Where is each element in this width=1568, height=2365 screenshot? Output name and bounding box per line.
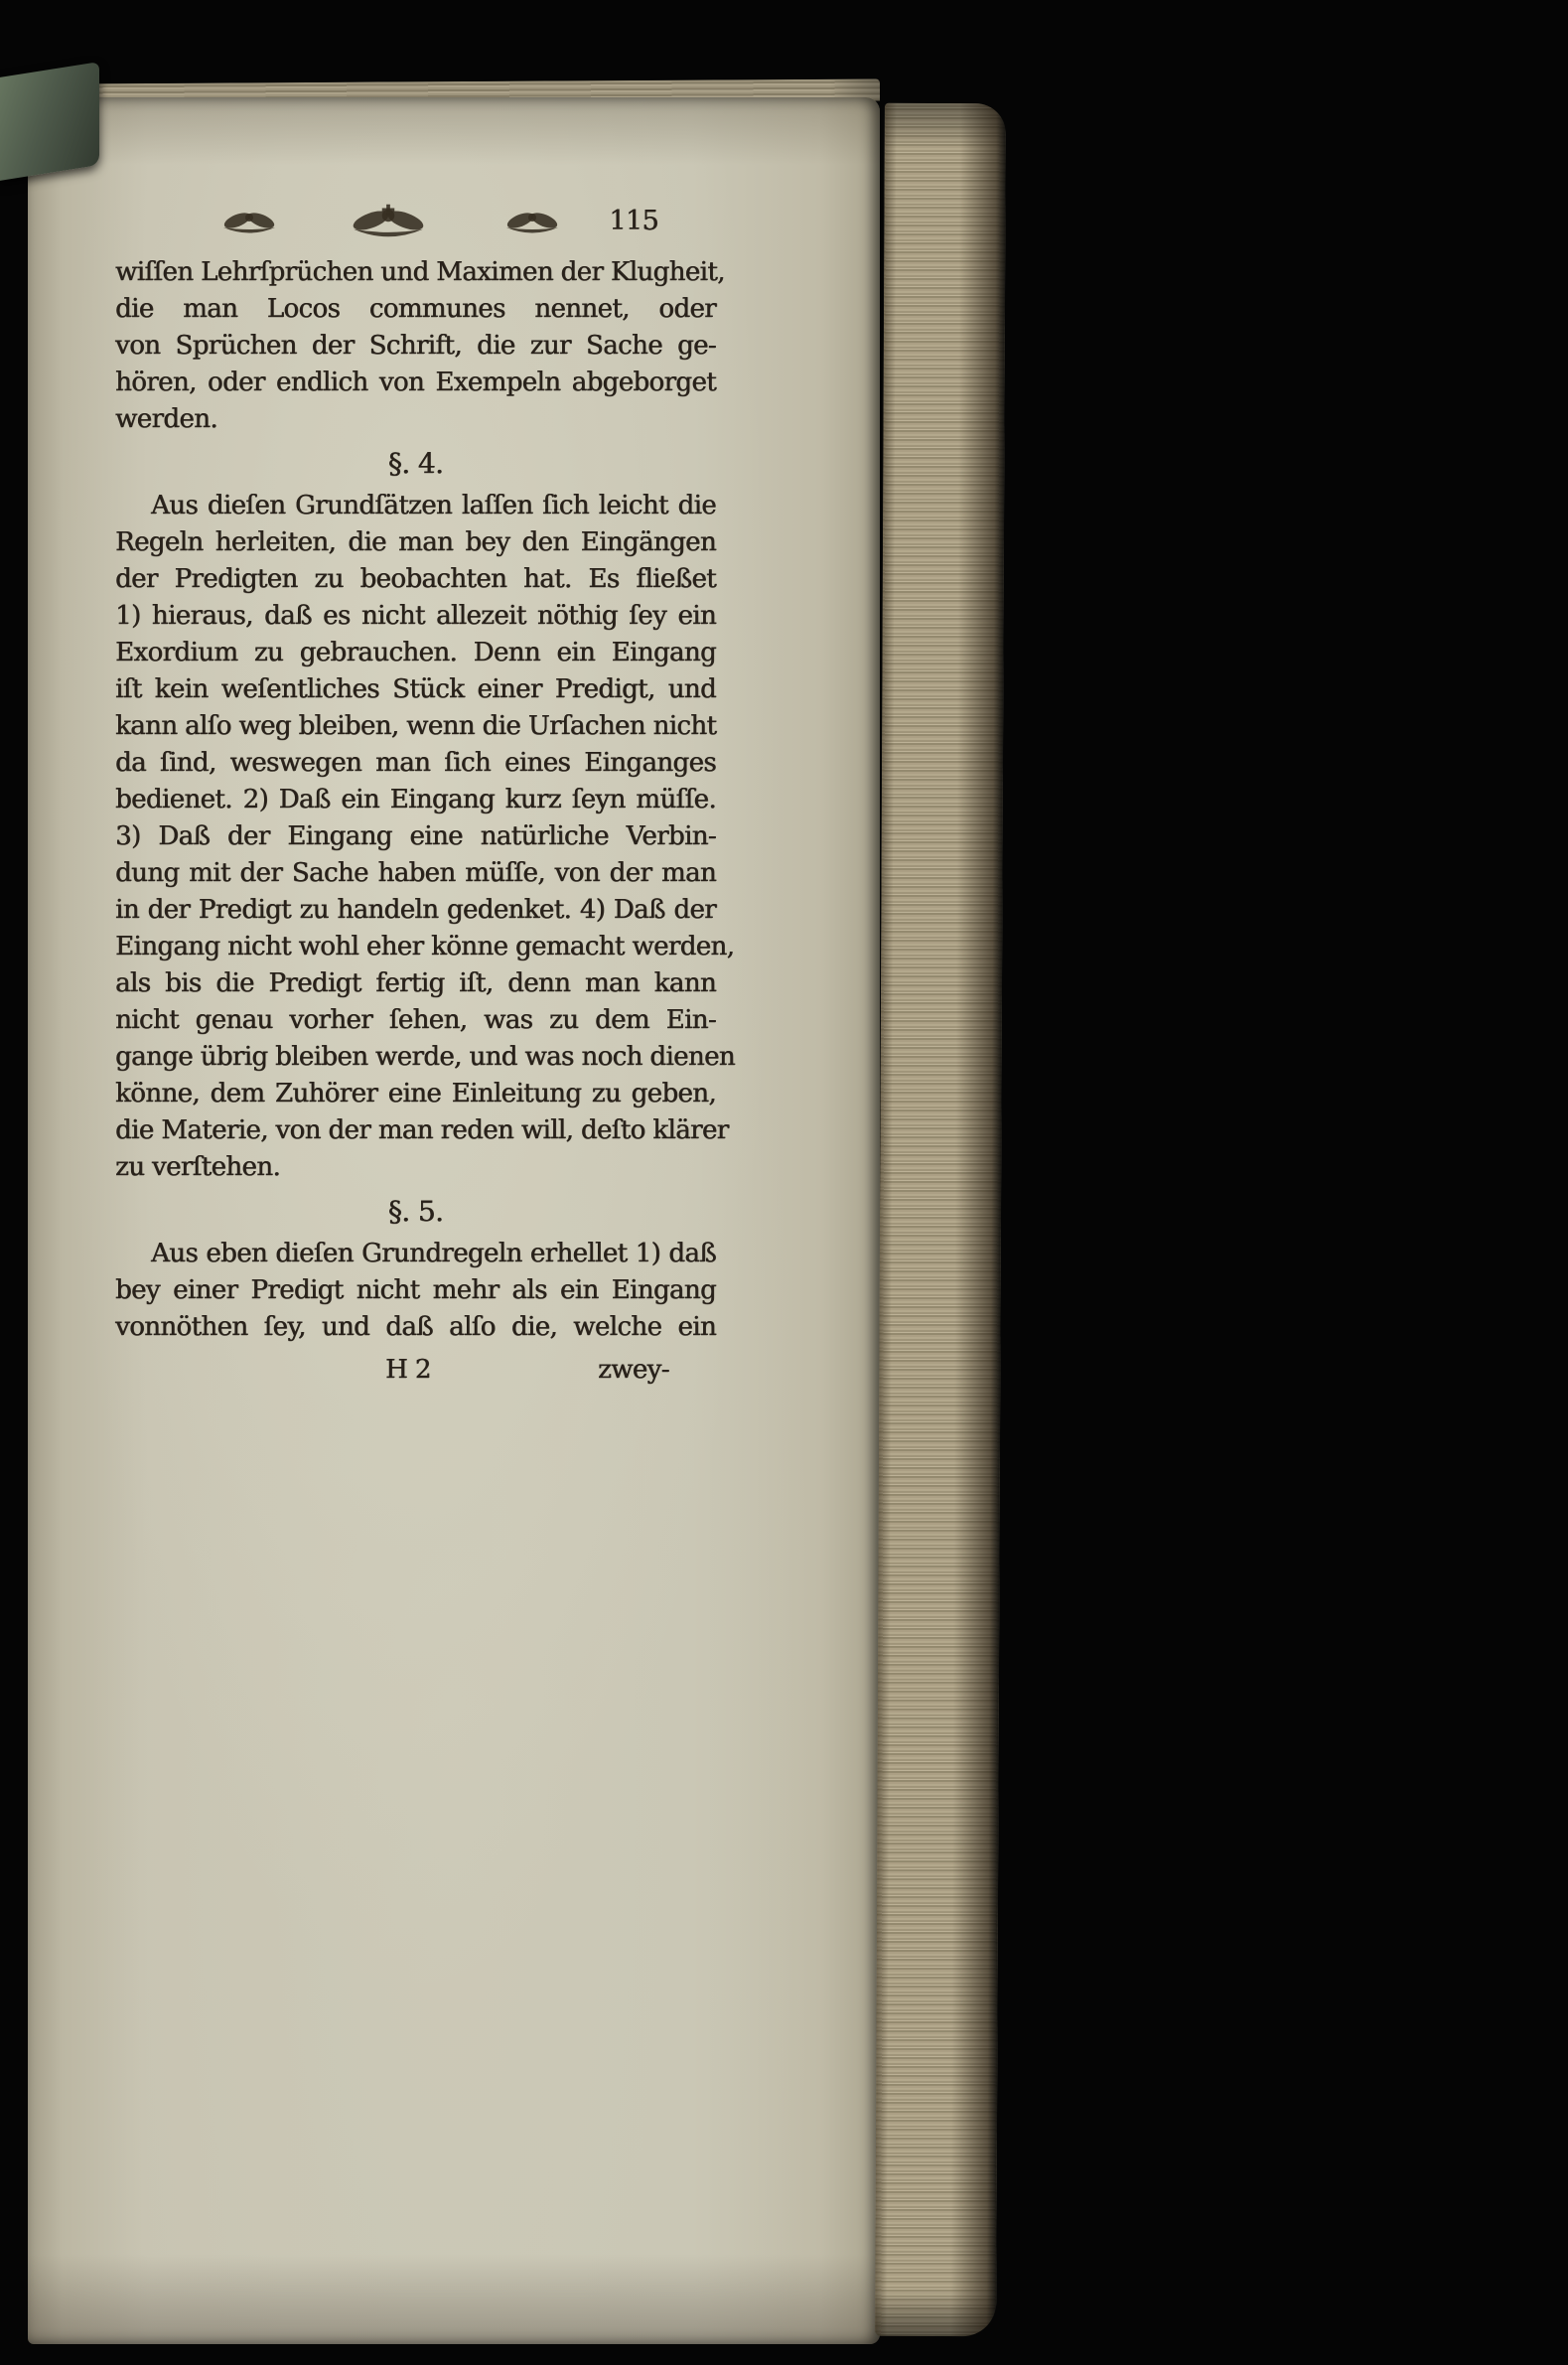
- paragraph-line: 3) Daß der Eingang eine natürliche Verbin-: [115, 821, 716, 851]
- paragraph-line: wiſſen Lehrſprüchen und Maximen der Klugheit,: [115, 257, 725, 287]
- paragraph-line: als bis die Predigt fertig iſt, denn man kann: [115, 968, 716, 998]
- paragraph-line: die Materie, von der man reden will, deſto klärer: [115, 1115, 729, 1145]
- page-header: [115, 197, 716, 244]
- page-number: 115: [609, 205, 658, 236]
- paragraph-line: Aus dieſen Grundſätzen laſſen ſich leicht die: [151, 491, 716, 520]
- paragraph-line: vonnöthen ſey, und daß alſo die, welche ein: [115, 1312, 716, 1342]
- header-ornament-icon: [175, 199, 602, 242]
- paragraph-line: hören, oder endlich von Exempeln abgeborget: [115, 368, 716, 397]
- section-heading: §. 5.: [387, 1195, 444, 1228]
- paragraph-line: in der Predigt zu handeln gedenket. 4) Daß der: [115, 895, 716, 925]
- book-page: [28, 97, 880, 2344]
- paragraph-line: Regeln herleiten, die man bey den Eingängen: [115, 527, 716, 557]
- paragraph-line: der Predigten zu beobachten hat. Es fließet: [115, 564, 716, 594]
- catchword: zwey-: [598, 1355, 669, 1385]
- paragraph-line: bedienet. 2) Daß ein Eingang kurz ſeyn müſſe.: [115, 785, 716, 814]
- paragraph-line: werden.: [115, 404, 217, 434]
- signature-mark: H 2: [385, 1355, 431, 1385]
- paragraph-line: von Sprüchen der Schrift, die zur Sache ge-: [115, 331, 716, 361]
- paragraph-line: kann alſo weg bleiben, wenn die Urſachen nicht: [115, 711, 717, 741]
- fore-edge-page-stack: [875, 103, 1006, 2337]
- paragraph-line: iſt kein weſentliches Stück einer Predigt, und: [115, 674, 716, 704]
- paragraph-line: Exordium zu gebrauchen. Denn ein Eingang: [115, 638, 716, 667]
- section-heading: §. 4.: [387, 447, 444, 480]
- paragraph-line: zu verſtehen.: [115, 1152, 281, 1182]
- text-block: [115, 197, 735, 1392]
- paragraph-line: Eingang nicht wohl eher könne gemacht werden,: [115, 932, 735, 961]
- paragraph-line: Aus eben dieſen Grundregeln erhellet 1) daß: [151, 1239, 716, 1268]
- paragraph-line: gange übrig bleiben werde, und was noch dienen: [115, 1042, 735, 1072]
- paragraph-line: die man Locos communes nennet, oder: [115, 294, 716, 324]
- paragraph-line: nicht genau vorher ſehen, was zu dem Ein-: [115, 1005, 716, 1035]
- paragraph-line: 1) hieraus, daß es nicht allezeit nöthig ſey ein: [115, 601, 716, 631]
- footer-row: [115, 1352, 716, 1392]
- paragraph-line: dung mit der Sache haben müſſe, von der man: [115, 858, 716, 888]
- paragraph-line: bey einer Predigt nicht mehr als ein Eingang: [115, 1275, 716, 1305]
- book-cover-corner: [0, 62, 99, 181]
- paragraph-line: könne, dem Zuhörer eine Einleitung zu geben,: [115, 1079, 716, 1109]
- paragraph-line: da ſind, weswegen man ſich eines Einganges: [115, 748, 716, 778]
